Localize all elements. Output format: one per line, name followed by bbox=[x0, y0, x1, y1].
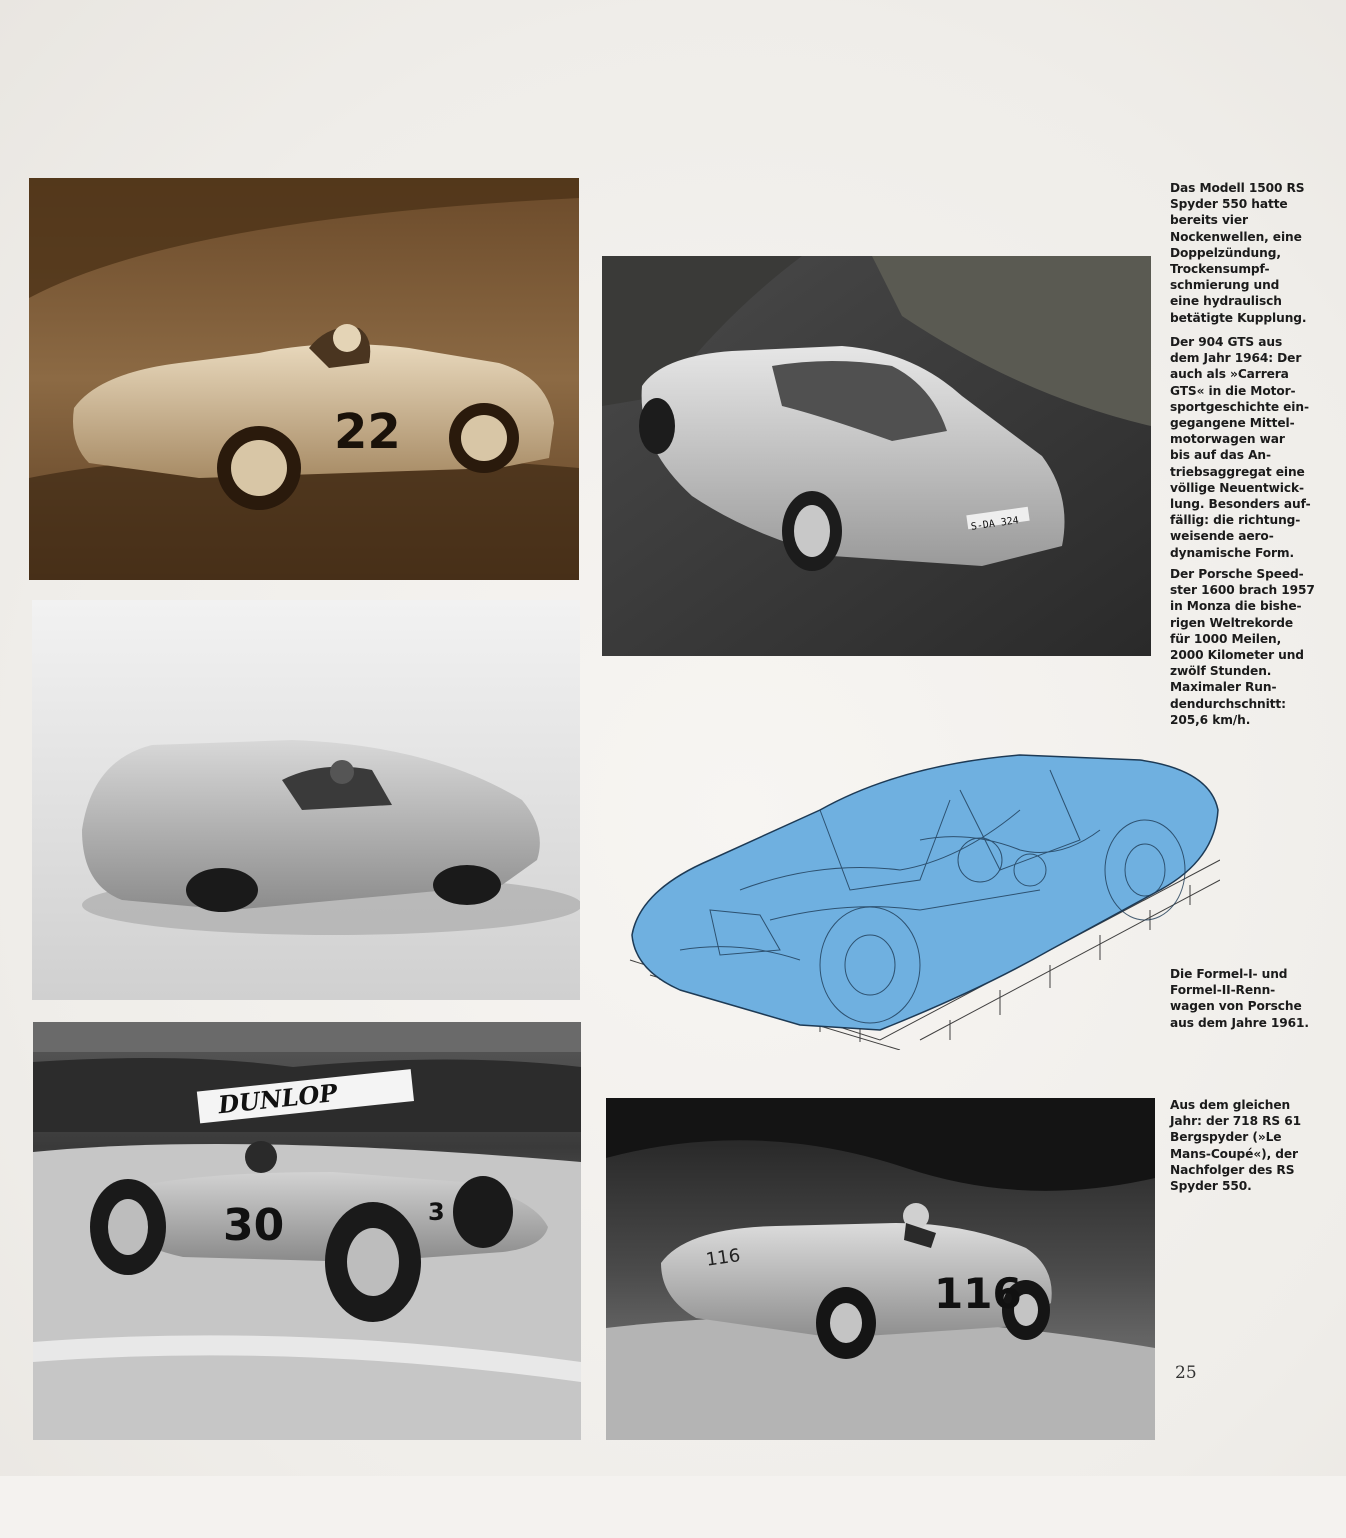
spyder-550-image bbox=[29, 178, 579, 580]
caption-rs-spyder: Das Modell 1500 RS Spyder 550 hatte bereits vier Nockenwellen, eine Doppelzündung, Trockensumpf- schmierung und eine hydraulisch betätigte Kupplung. bbox=[1170, 181, 1307, 325]
caption-speedster: Der Porsche Speed- ster 1600 brach 1957 in Monza die bishe- rigen Weltrekorde für 1000 Meilen, 2000 Kilometer und zwölf Stunden. Maximaler Run- dendurchschnitt: 205,6 km/h. bbox=[1170, 567, 1315, 727]
spyder-race-number: 22 bbox=[334, 404, 401, 460]
bergspyder-image bbox=[606, 1098, 1155, 1440]
gts-plate: S-DA 324 bbox=[970, 515, 1020, 533]
illustration-904-cutaway bbox=[620, 750, 1220, 1050]
caption-904-gts: Der 904 GTS aus dem Jahr 1964: Der auch als »Carrera GTS« in die Motor- sportgeschichte ein- gegangene Mittel- motorwagen war bis auf das An- triebsaggregat eine völlige Neuentwick- lung. Besonders auf- fällig: die richtung- weisende aero- dynamische Form. bbox=[1170, 335, 1311, 560]
cutaway-image bbox=[620, 750, 1220, 1050]
904-gts-image bbox=[602, 256, 1151, 656]
photo-formula-car bbox=[33, 1022, 581, 1440]
formula-side-number: 3 bbox=[428, 1198, 445, 1226]
page-number: 25 bbox=[1175, 1363, 1197, 1383]
photo-718-rs-61 bbox=[606, 1098, 1155, 1538]
bergspyder-race-number: 116 bbox=[934, 1269, 1022, 1318]
dunlop-text: DUNLOP bbox=[216, 1078, 339, 1120]
formula-car-image bbox=[33, 1022, 581, 1440]
formula-race-number: 30 bbox=[223, 1200, 285, 1251]
caption-formula: Die Formel-I- und Formel-II-Renn- wagen von Porsche aus dem Jahre 1961. bbox=[1170, 967, 1309, 1030]
photo-speedster-1600 bbox=[32, 600, 580, 1000]
speedster-image bbox=[32, 600, 580, 1000]
caption-bergspyder: Aus dem gleichen Jahr: der 718 RS 61 Bergspyder (»Le Mans-Coupé«), der Nachfolger des RS Spyder 550. bbox=[1170, 1098, 1301, 1194]
photo-904-gts bbox=[602, 256, 1151, 656]
bergspyder-front-number: 116 bbox=[704, 1245, 742, 1271]
photo-rs-spyder-550 bbox=[29, 178, 579, 580]
